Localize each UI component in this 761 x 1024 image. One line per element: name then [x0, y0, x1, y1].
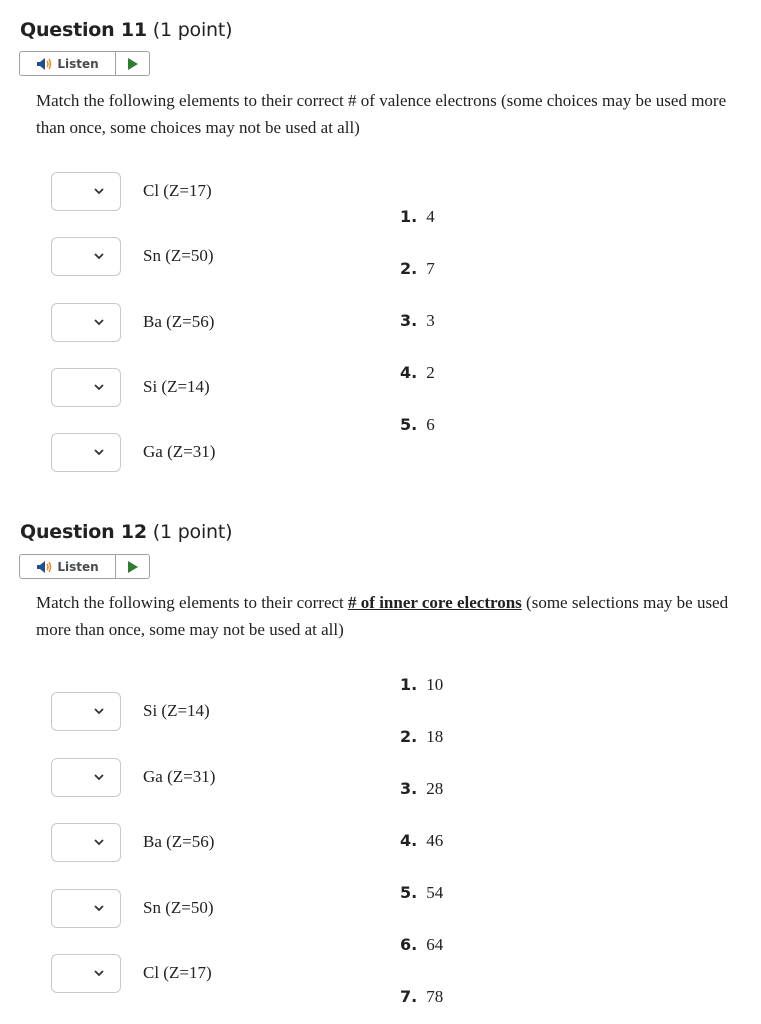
listen-label: Listen: [57, 56, 99, 71]
chevron-down-icon: [94, 188, 104, 195]
match-item: Ba (Z=56): [143, 832, 215, 851]
choice-value: 18: [426, 727, 444, 746]
chevron-down-icon: [94, 319, 104, 326]
question-number: Question 12: [20, 521, 147, 543]
choice-item: [400, 727, 443, 747]
play-icon: [127, 57, 139, 71]
choice-number: 4.: [400, 831, 418, 850]
answer-select[interactable]: [51, 758, 121, 797]
choice-item: [400, 311, 435, 331]
choice-item: [400, 831, 443, 851]
choice-value: 6: [426, 415, 435, 434]
choice-value: 7: [426, 259, 435, 278]
choice-item: [400, 883, 443, 903]
prompt-emphasis: # of inner core electrons: [348, 593, 522, 612]
choice-number: 6.: [400, 935, 418, 954]
choice-number: 3.: [400, 311, 418, 330]
chevron-down-icon: [94, 970, 104, 977]
question-points: (1 point): [152, 19, 233, 41]
listen-label: Listen: [57, 559, 99, 574]
choice-number: 7.: [400, 987, 418, 1006]
answer-select[interactable]: [51, 172, 121, 211]
chevron-down-icon: [94, 384, 104, 391]
choice-value: 46: [426, 831, 444, 850]
play-button[interactable]: [116, 555, 149, 578]
choice-item: [400, 779, 443, 799]
choice-item: [400, 415, 435, 435]
speaker-icon: [36, 560, 54, 574]
question-12-prompt: [36, 589, 736, 643]
listen-button[interactable]: [20, 52, 116, 75]
question-12-title: [20, 521, 232, 543]
match-item: Cl (Z=17): [143, 963, 212, 982]
chevron-down-icon: [94, 708, 104, 715]
answer-select[interactable]: [51, 692, 121, 731]
match-item: Ga (Z=31): [143, 442, 216, 461]
answer-select[interactable]: [51, 433, 121, 472]
play-button[interactable]: [116, 52, 149, 75]
choice-item: [400, 987, 443, 1007]
prompt-text: (some selections may be used more than once, some may not be used at all): [36, 593, 729, 639]
choice-number: 5.: [400, 883, 418, 902]
choice-number: 1.: [400, 207, 418, 226]
answer-select[interactable]: [51, 889, 121, 928]
play-icon: [127, 560, 139, 574]
match-item: Sn (Z=50): [143, 898, 214, 917]
question-number: Question 11: [20, 19, 147, 41]
match-item: Sn (Z=50): [143, 246, 214, 265]
choice-number: 2.: [400, 727, 418, 746]
question-points: (1 point): [152, 521, 233, 543]
answer-select[interactable]: [51, 237, 121, 276]
answer-select[interactable]: [51, 954, 121, 993]
listen-control: [19, 554, 150, 579]
choice-number: 2.: [400, 259, 418, 278]
question-11-prompt: Match the following elements to their correct # of valence electrons (some choices may be used more than once, some choices may not be used at all): [36, 91, 727, 137]
answer-select[interactable]: [51, 368, 121, 407]
answer-select[interactable]: [51, 303, 121, 342]
chevron-down-icon: [94, 449, 104, 456]
match-item: Ba (Z=56): [143, 312, 215, 331]
choice-item: [400, 259, 435, 279]
match-item: Si (Z=14): [143, 377, 210, 396]
chevron-down-icon: [94, 774, 104, 781]
chevron-down-icon: [94, 839, 104, 846]
choice-number: 3.: [400, 779, 418, 798]
chevron-down-icon: [94, 253, 104, 260]
choice-value: 28: [426, 779, 444, 798]
choice-value: 3: [426, 311, 435, 330]
choice-value: 64: [426, 935, 444, 954]
choice-value: 78: [426, 987, 444, 1006]
match-item: Cl (Z=17): [143, 181, 212, 200]
match-item: Si (Z=14): [143, 701, 210, 720]
choice-number: 1.: [400, 675, 418, 694]
question-11-title: [20, 19, 232, 41]
choice-value: 10: [426, 675, 444, 694]
choice-item: [400, 675, 443, 695]
chevron-down-icon: [94, 905, 104, 912]
choice-item: [400, 363, 435, 383]
choice-value: 4: [426, 207, 435, 226]
choice-value: 54: [426, 883, 444, 902]
choice-number: 4.: [400, 363, 418, 382]
listen-button[interactable]: [20, 555, 116, 578]
speaker-icon: [36, 57, 54, 71]
choice-value: 2: [426, 363, 435, 382]
answer-select[interactable]: [51, 823, 121, 862]
choice-item: [400, 935, 443, 955]
listen-control: [19, 51, 150, 76]
choice-number: 5.: [400, 415, 418, 434]
prompt-text: Match the following elements to their correct: [36, 593, 349, 612]
choice-item: [400, 207, 435, 227]
match-item: Ga (Z=31): [143, 767, 216, 786]
